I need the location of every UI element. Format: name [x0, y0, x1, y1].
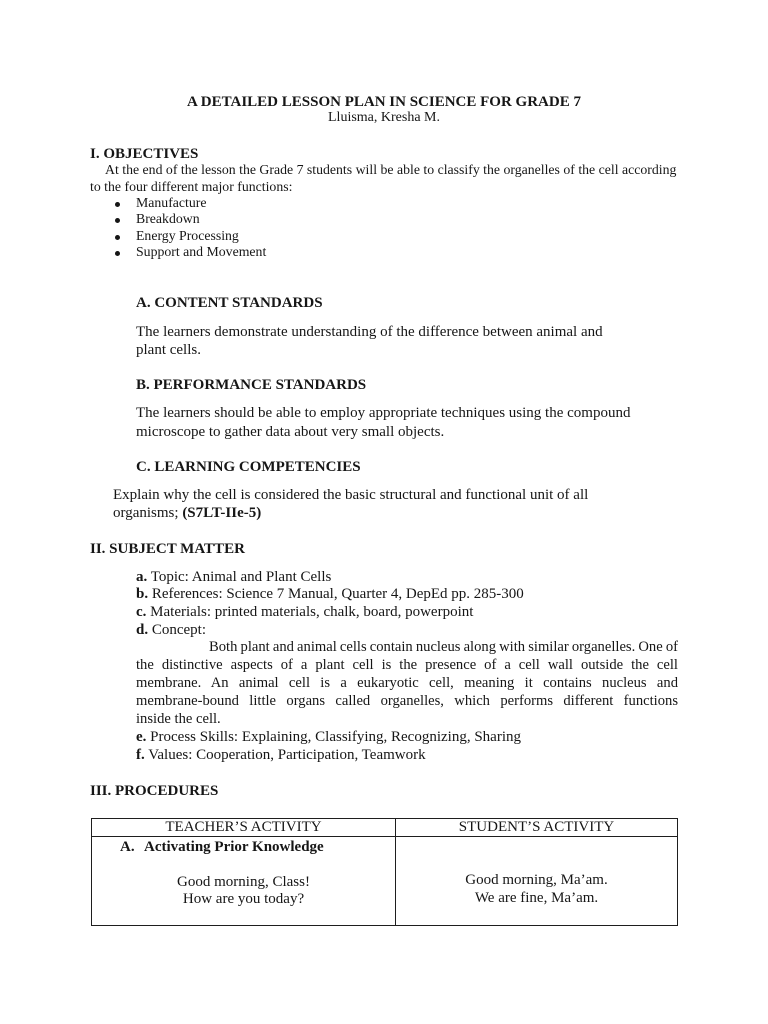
concept-paragraph-line: the distinctive aspects of a plant cell is the presence of a cell wall outside the cell	[136, 657, 678, 673]
learning-competencies-text: organisms;	[113, 505, 179, 521]
item-marker: e.	[136, 729, 147, 745]
student-line: Good morning, Ma’am.	[465, 872, 608, 888]
learning-competencies-heading: C. LEARNING COMPETENCIES	[136, 459, 361, 475]
learning-competencies-line	[113, 504, 261, 522]
content-standards-line: plant cells.	[136, 342, 201, 358]
bullet-icon	[115, 235, 120, 240]
subject-topic	[136, 568, 331, 586]
function-list-item: Energy Processing	[136, 228, 239, 243]
performance-standards-line: microscope to gather data about very small objects.	[136, 424, 445, 440]
function-list-item: Manufacture	[136, 195, 207, 210]
objectives-heading: I. OBJECTIVES	[90, 146, 199, 162]
item-text: Process Skills: Explaining, Classifying, Recognizing, Sharing	[150, 729, 521, 745]
item-text: References: Science 7 Manual, Quarter 4, DepEd pp. 285-300	[151, 586, 524, 602]
subject-concept-label	[136, 621, 206, 639]
subject-process-skills	[136, 728, 521, 746]
procedures-heading: III. PROCEDURES	[90, 783, 219, 799]
competency-code: (S7LT-IIe-5)	[182, 505, 262, 521]
teacher-activity-header: TEACHER’S ACTIVITY	[165, 819, 322, 835]
step-label: Activating Prior Knowledge	[144, 839, 324, 855]
subject-references	[136, 585, 524, 603]
item-text: Materials: printed materials, chalk, board, powerpoint	[150, 604, 474, 620]
subject-values	[136, 746, 426, 764]
student-activity-header: STUDENT’S ACTIVITY	[395, 819, 677, 836]
step-marker: A.	[120, 839, 135, 855]
document-title: A DETAILED LESSON PLAN IN SCIENCE FOR GRADE 7	[187, 94, 581, 110]
item-text: Topic: Animal and Plant Cells	[150, 569, 332, 585]
objectives-intro-line: to the four different major functions:	[90, 179, 293, 194]
item-marker: a.	[136, 569, 148, 585]
concept-paragraph-line: membrane-bound little organs called organelles, which performs different functions	[136, 693, 678, 709]
item-text: Values: Cooperation, Participation, Teamwork	[148, 747, 426, 763]
concept-paragraph-line: Both plant and animal cells contain nucleus along with similar organelles. One of	[209, 639, 678, 655]
bullet-icon	[115, 251, 120, 256]
function-list-item: Breakdown	[136, 211, 200, 226]
content-standards-line: The learners demonstrate understanding of the difference between animal and	[136, 324, 603, 340]
concept-paragraph-line: membrane. An animal cell is a eukaryotic cell, meaning it contains nucleus and	[136, 675, 678, 691]
student-activity-cell	[395, 837, 677, 925]
item-marker: f.	[136, 747, 145, 763]
bullet-icon	[115, 202, 120, 207]
student-line: We are fine, Ma’am.	[474, 890, 599, 906]
bullet-icon	[115, 218, 120, 223]
teacher-line: Good morning, Class!	[177, 874, 310, 890]
learning-competencies-line: Explain why the cell is considered the basic structural and functional unit of all	[113, 487, 589, 503]
content-standards-heading: A. CONTENT STANDARDS	[136, 295, 323, 311]
item-marker: b.	[136, 586, 149, 602]
performance-standards-heading: B. PERFORMANCE STANDARDS	[136, 377, 367, 393]
item-marker: d.	[136, 622, 149, 638]
table-header-row	[92, 819, 677, 837]
objectives-intro-line: At the end of the lesson the Grade 7 students will be able to classify the organelles of the cell according	[105, 162, 677, 177]
table-row	[92, 837, 677, 925]
document-author: Lluisma, Kresha M.	[328, 110, 440, 125]
teacher-line: How are you today?	[182, 891, 305, 907]
procedures-table	[91, 818, 678, 926]
performance-standards-line: The learners should be able to employ appropriate techniques using the compound	[136, 405, 631, 421]
concept-paragraph-line: inside the cell.	[136, 711, 221, 727]
item-marker: c.	[136, 604, 147, 620]
item-text: Concept:	[151, 622, 206, 638]
teacher-activity-cell	[92, 837, 395, 925]
subject-matter-heading: II. SUBJECT MATTER	[90, 541, 245, 557]
subject-materials	[136, 603, 473, 621]
function-list-item: Support and Movement	[136, 244, 267, 259]
